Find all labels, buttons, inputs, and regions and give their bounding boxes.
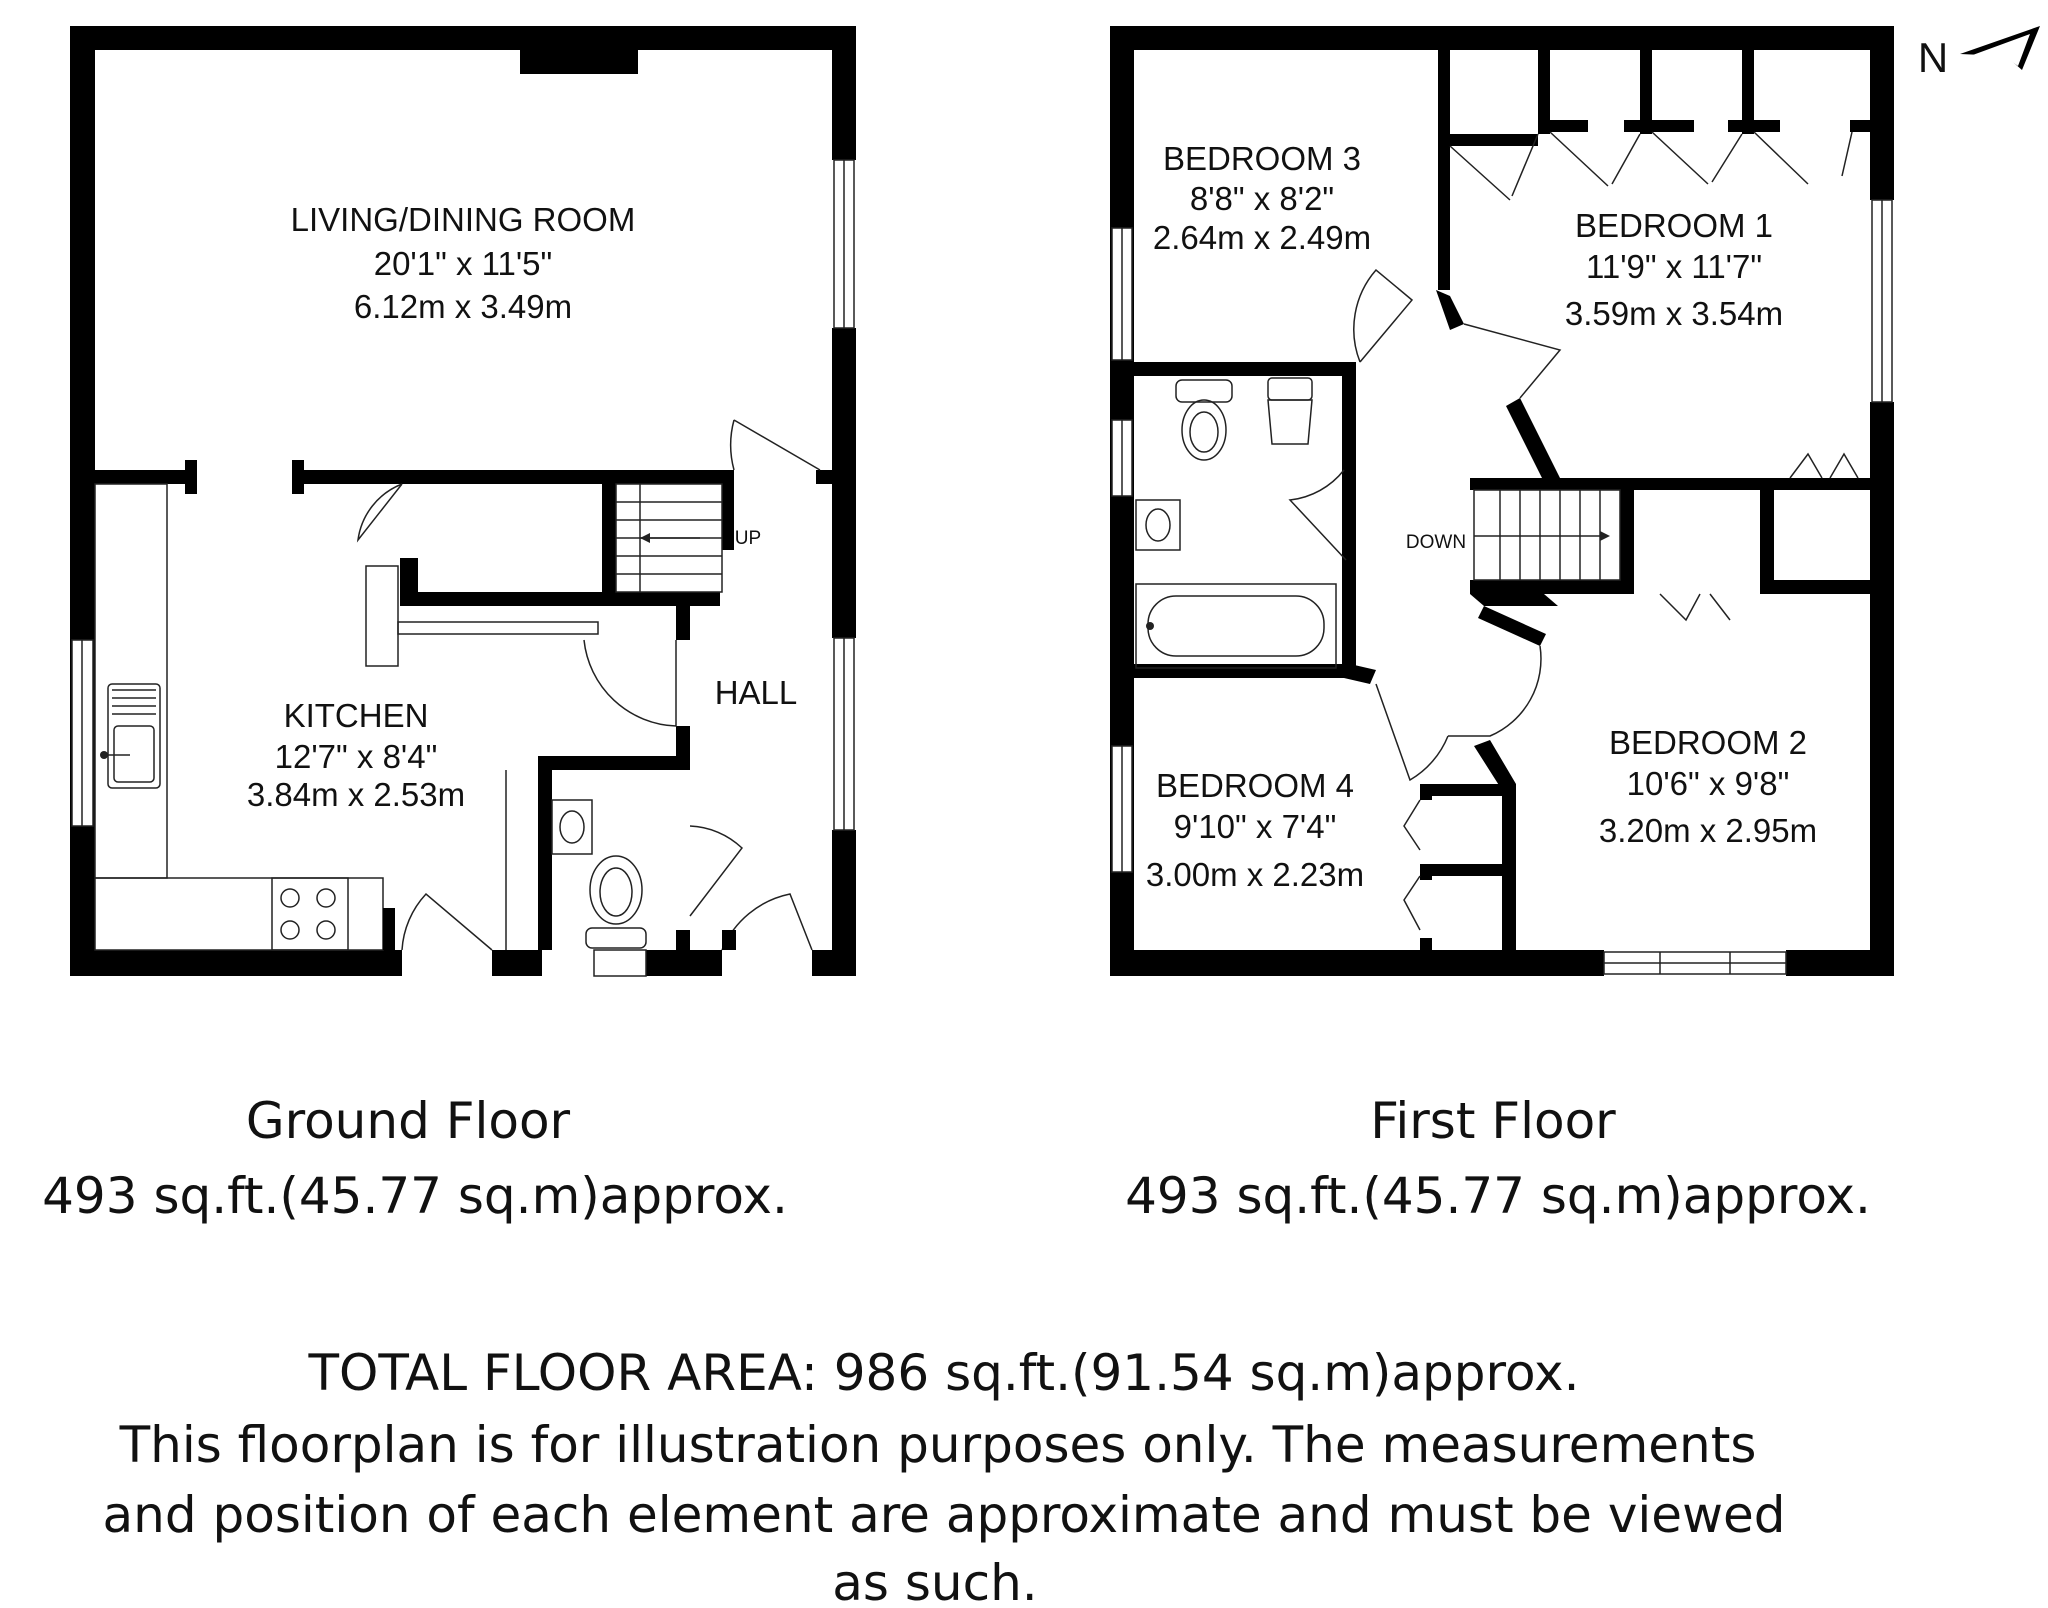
room-imperial-size: 20'1" x 11'5" [373, 245, 553, 282]
room-imperial-size: 9'10" x 7'4" [1173, 808, 1337, 845]
ground-floor-caption [42, 1092, 788, 1225]
first-floor-labels [1146, 140, 1817, 893]
kitchen-sink-icon [100, 684, 160, 788]
bathroom-bidet-icon [1268, 378, 1312, 444]
ground-floor-labels [247, 201, 797, 813]
room-metric-size: 3.59m x 3.54m [1564, 295, 1784, 332]
ground-floor-plan [70, 26, 856, 976]
floor-area: 493 sq.ft.(45.77 sq.m)approx. [42, 1167, 788, 1225]
room-metric-size: 6.12m x 3.49m [353, 288, 573, 325]
footer-disclaimer [103, 1344, 1786, 1608]
room-name: KITCHEN [283, 697, 429, 734]
wc-basin-icon [552, 800, 592, 854]
wc-toilet-icon [586, 856, 646, 948]
hob-icon [272, 878, 348, 950]
bathroom-basin-icon [1136, 500, 1180, 550]
room-metric-size: 2.64m x 2.49m [1152, 219, 1372, 256]
room-bedroom-2 [1599, 724, 1817, 849]
bath-icon [1136, 584, 1336, 668]
room-imperial-size: 12'7" x 8'4" [274, 738, 438, 775]
room-name: BEDROOM 2 [1608, 724, 1808, 761]
first-floor-stairs [1474, 490, 1620, 580]
floor-title: Ground Floor [245, 1092, 571, 1150]
compass-north-icon [1918, 26, 2040, 81]
room-bedroom-1 [1565, 207, 1783, 332]
room-hall: HALL [714, 674, 798, 711]
room-name: LIVING/DINING ROOM [290, 201, 636, 238]
disclaimer-line: and position of each element are approximate and must be viewed [102, 1486, 1786, 1544]
total-floor-area: TOTAL FLOOR AREA: 986 sq.ft.(91.54 sq.m)approx. [308, 1344, 1580, 1402]
room-metric-size: 3.20m x 2.95m [1598, 812, 1818, 849]
room-imperial-size: 11'9" x 11'7" [1585, 248, 1763, 285]
floor-title: First Floor [1370, 1092, 1616, 1150]
bathroom-toilet-icon [1176, 380, 1232, 460]
room-bedroom-3 [1153, 140, 1371, 256]
room-kitchen [247, 697, 465, 813]
disclaimer-line: This floorplan is for illustration purposes only. The measurements [119, 1416, 1757, 1474]
room-imperial-size: 8'8" x 8'2" [1189, 180, 1335, 217]
room-metric-size: 3.00m x 2.23m [1145, 856, 1365, 893]
room-name: BEDROOM 4 [1155, 767, 1355, 804]
room-imperial-size: 10'6" x 9'8" [1626, 765, 1790, 802]
ground-stairs [616, 484, 722, 592]
disclaimer-line: as such. [832, 1554, 1038, 1608]
room-name: BEDROOM 3 [1162, 140, 1362, 177]
floor-area: 493 sq.ft.(45.77 sq.m)approx. [1125, 1167, 1871, 1225]
stairs-up-label: UP [734, 528, 762, 549]
room-metric-size: 3.84m x 2.53m [246, 776, 466, 813]
compass-label: N [1917, 34, 1949, 81]
first-floor-caption [1125, 1092, 1871, 1225]
room-bedroom-4 [1146, 767, 1364, 893]
room-living-dining [291, 201, 636, 325]
room-name: BEDROOM 1 [1574, 207, 1774, 244]
stairs-down-label: DOWN [1405, 532, 1467, 553]
